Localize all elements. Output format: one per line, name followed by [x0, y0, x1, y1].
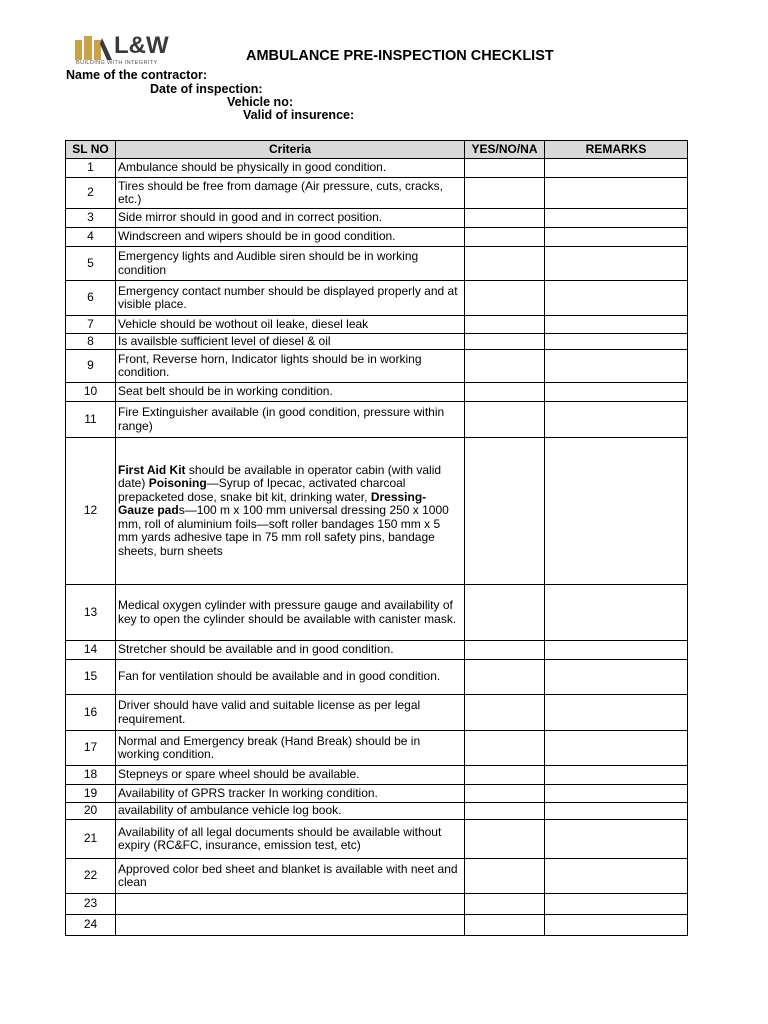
- row-remarks-cell[interactable]: [545, 915, 688, 936]
- inspection-date-label: Date of inspection:: [150, 82, 263, 96]
- row-remarks-cell[interactable]: [545, 894, 688, 915]
- row-criteria: availability of ambulance vehicle log book.: [116, 803, 465, 820]
- row-sl-no: 21: [66, 820, 116, 859]
- row-sl-no: 17: [66, 731, 116, 766]
- row-yes-no-na-cell[interactable]: [465, 178, 545, 209]
- table-row: [66, 785, 688, 803]
- row-remarks-cell[interactable]: [545, 247, 688, 281]
- company-logo: [74, 34, 174, 68]
- row-yes-no-na-cell[interactable]: [465, 641, 545, 660]
- row-remarks-cell[interactable]: [545, 803, 688, 820]
- header-remarks: REMARKS: [545, 141, 688, 159]
- row-yes-no-na-cell[interactable]: [465, 695, 545, 731]
- row-criteria: Front, Reverse horn, Indicator lights should be in working condition.: [116, 350, 465, 383]
- row-remarks-cell[interactable]: [545, 731, 688, 766]
- table-row: [66, 178, 688, 209]
- row-yes-no-na-cell[interactable]: [465, 281, 545, 316]
- table-row: [66, 859, 688, 894]
- table-row: [66, 641, 688, 660]
- row-criteria: Fan for ventilation should be available and in good condition.: [116, 660, 465, 695]
- row-sl-no: 6: [66, 281, 116, 316]
- row-criteria: Normal and Emergency break (Hand Break) should be in working condition.: [116, 731, 465, 766]
- table-row: [66, 731, 688, 766]
- row-sl-no: 13: [66, 585, 116, 641]
- row-sl-no: 19: [66, 785, 116, 803]
- row-criteria: Is availsble sufficient level of diesel & oil: [116, 334, 465, 350]
- row-sl-no: 15: [66, 660, 116, 695]
- row-remarks-cell[interactable]: [545, 785, 688, 803]
- row-sl-no: 12: [66, 438, 116, 585]
- row-sl-no: 9: [66, 350, 116, 383]
- row-criteria: Seat belt should be in working condition.: [116, 383, 465, 402]
- row-remarks-cell[interactable]: [545, 159, 688, 178]
- row-remarks-cell[interactable]: [545, 438, 688, 585]
- table-row: [66, 402, 688, 438]
- row-sl-no: 2: [66, 178, 116, 209]
- row-yes-no-na-cell[interactable]: [465, 785, 545, 803]
- header-sl-no: SL NO: [66, 141, 116, 159]
- row-yes-no-na-cell[interactable]: [465, 316, 545, 334]
- row-yes-no-na-cell[interactable]: [465, 383, 545, 402]
- contractor-label: Name of the contractor:: [66, 68, 207, 82]
- logo-tagline: BUILDING WITH INTEGRITY: [76, 60, 158, 66]
- checklist-table: [65, 140, 688, 936]
- row-criteria: Side mirror should in good and in correct position.: [116, 209, 465, 228]
- row-yes-no-na-cell[interactable]: [465, 209, 545, 228]
- row-remarks-cell[interactable]: [545, 316, 688, 334]
- row-yes-no-na-cell[interactable]: [465, 438, 545, 585]
- criteria-text: should be available in operator cabin (with valid date): [118, 462, 442, 491]
- row-remarks-cell[interactable]: [545, 178, 688, 209]
- row-yes-no-na-cell[interactable]: [465, 915, 545, 936]
- row-sl-no: 16: [66, 695, 116, 731]
- table-row: [66, 383, 688, 402]
- logo-mark-icon: [74, 36, 112, 60]
- logo-text: L&W: [114, 32, 169, 59]
- row-yes-no-na-cell[interactable]: [465, 247, 545, 281]
- row-remarks-cell[interactable]: [545, 281, 688, 316]
- row-yes-no-na-cell[interactable]: [465, 350, 545, 383]
- row-yes-no-na-cell[interactable]: [465, 820, 545, 859]
- row-criteria: Fire Extinguisher available (in good condition, pressure within range): [116, 402, 465, 438]
- table-row: [66, 585, 688, 641]
- row-criteria: Medical oxygen cylinder with pressure gauge and availability of key to open the cylinder should be available with canister mask.: [116, 585, 465, 641]
- table-row: [66, 766, 688, 785]
- table-row: [66, 209, 688, 228]
- row-sl-no: 22: [66, 859, 116, 894]
- row-sl-no: 3: [66, 209, 116, 228]
- row-sl-no: 14: [66, 641, 116, 660]
- row-sl-no: 10: [66, 383, 116, 402]
- row-criteria: Approved color bed sheet and blanket is available with neet and clean: [116, 859, 465, 894]
- row-yes-no-na-cell[interactable]: [465, 766, 545, 785]
- table-row: [66, 159, 688, 178]
- row-yes-no-na-cell[interactable]: [465, 402, 545, 438]
- criteria-text: s—100 m x 100 mm universal dressing 250 x 1000 mm, roll of aluminium foils—soft roller bandages 150 mm x 5 mm yards adhesive tape in 75 mm roll safety pins, bandage sheets, burn sheets: [118, 503, 449, 558]
- row-criteria: Driver should have valid and suitable license as per legal requirement.: [116, 695, 465, 731]
- row-remarks-cell[interactable]: [545, 350, 688, 383]
- row-remarks-cell[interactable]: [545, 585, 688, 641]
- row-criteria: [116, 894, 465, 915]
- row-yes-no-na-cell[interactable]: [465, 660, 545, 695]
- table-row: [66, 660, 688, 695]
- table-row: [66, 820, 688, 859]
- row-remarks-cell[interactable]: [545, 695, 688, 731]
- row-criteria: Availability of GPRS tracker In working condition.: [116, 785, 465, 803]
- row-criteria: [116, 438, 465, 585]
- row-remarks-cell[interactable]: [545, 641, 688, 660]
- row-yes-no-na-cell[interactable]: [465, 334, 545, 350]
- row-sl-no: 4: [66, 228, 116, 247]
- vehicle-no-label: Vehicle no:: [227, 95, 293, 109]
- row-criteria: [116, 915, 465, 936]
- row-sl-no: 20: [66, 803, 116, 820]
- table-row: [66, 695, 688, 731]
- table-row: [66, 350, 688, 383]
- row-criteria: Stepneys or spare wheel should be available.: [116, 766, 465, 785]
- row-sl-no: 11: [66, 402, 116, 438]
- table-row: [66, 247, 688, 281]
- row-remarks-cell[interactable]: [545, 383, 688, 402]
- row-yes-no-na-cell[interactable]: [465, 731, 545, 766]
- page-title: AMBULANCE PRE-INSPECTION CHECKLIST: [246, 48, 554, 64]
- table-row: [66, 803, 688, 820]
- table-header-row: [66, 141, 688, 159]
- row-criteria: Availability of all legal documents should be available without expiry (RC&FC, insurance, emission test, etc): [116, 820, 465, 859]
- table-row: [66, 438, 688, 585]
- row-criteria: Vehicle should be wothout oil leake, diesel leak: [116, 316, 465, 334]
- row-yes-no-na-cell[interactable]: [465, 228, 545, 247]
- row-remarks-cell[interactable]: [545, 402, 688, 438]
- row-sl-no: 24: [66, 915, 116, 936]
- row-criteria: Emergency contact number should be displayed properly and at visible place.: [116, 281, 465, 316]
- table-row: [66, 281, 688, 316]
- row-criteria: Ambulance should be physically in good condition.: [116, 159, 465, 178]
- row-sl-no: 1: [66, 159, 116, 178]
- row-remarks-cell[interactable]: [545, 334, 688, 350]
- row-sl-no: 23: [66, 894, 116, 915]
- row-sl-no: 5: [66, 247, 116, 281]
- row-sl-no: 8: [66, 334, 116, 350]
- row-yes-no-na-cell[interactable]: [465, 859, 545, 894]
- row-sl-no: 7: [66, 316, 116, 334]
- row-yes-no-na-cell[interactable]: [465, 894, 545, 915]
- criteria-bold-text: First Aid Kit: [118, 462, 186, 477]
- insurance-label: Valid of insurence:: [243, 108, 355, 122]
- row-remarks-cell[interactable]: [545, 859, 688, 894]
- row-criteria: Tires should be free from damage (Air pressure, cuts, cracks, etc.): [116, 178, 465, 209]
- table-row: [66, 915, 688, 936]
- row-sl-no: 18: [66, 766, 116, 785]
- row-remarks-cell[interactable]: [545, 209, 688, 228]
- row-yes-no-na-cell[interactable]: [465, 159, 545, 178]
- table-row: [66, 894, 688, 915]
- criteria-bold-text: Dressing-Gauze pad: [118, 489, 427, 518]
- row-remarks-cell[interactable]: [545, 820, 688, 859]
- row-yes-no-na-cell[interactable]: [465, 803, 545, 820]
- row-remarks-cell[interactable]: [545, 228, 688, 247]
- header-criteria: Criteria: [116, 141, 465, 159]
- criteria-bold-text: Poisoning: [148, 476, 207, 491]
- row-remarks-cell[interactable]: [545, 766, 688, 785]
- row-yes-no-na-cell[interactable]: [465, 585, 545, 641]
- row-criteria: Windscreen and wipers should be in good condition.: [116, 228, 465, 247]
- table-row: [66, 316, 688, 334]
- header-yes-no-na: YES/NO/NA: [465, 141, 545, 159]
- table-row: [66, 228, 688, 247]
- row-criteria: Emergency lights and Audible siren should be in working condition: [116, 247, 465, 281]
- criteria-text: —Syrup of Ipecac, activated charcoal prepacketed dose, snake bit kit, drinking water,: [118, 476, 406, 504]
- row-remarks-cell[interactable]: [545, 660, 688, 695]
- row-criteria: Stretcher should be available and in good condition.: [116, 641, 465, 660]
- table-row: [66, 334, 688, 350]
